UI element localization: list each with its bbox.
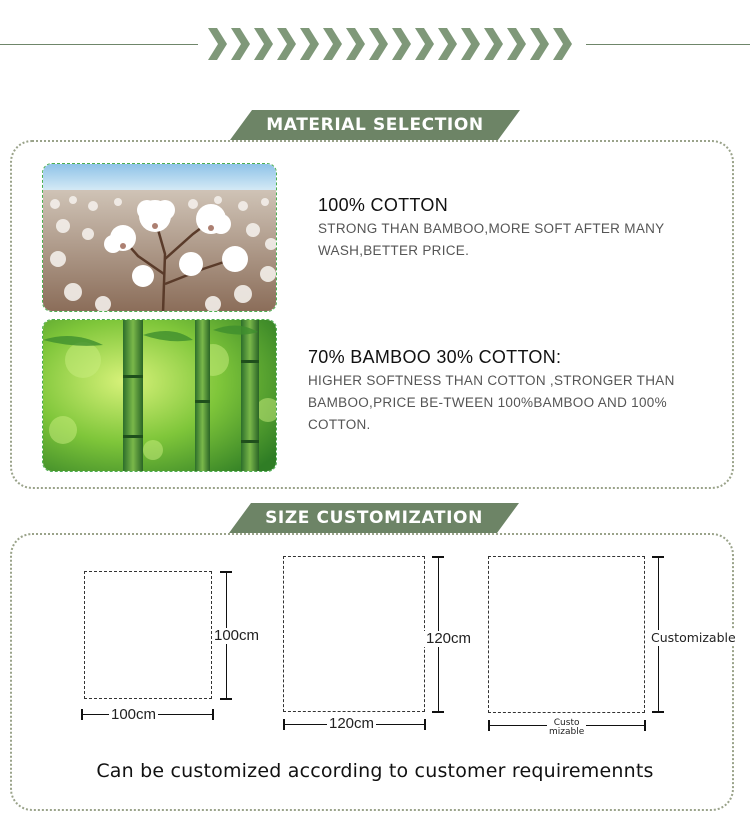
chevron-icon (369, 28, 388, 60)
bamboo-forest-icon (43, 320, 277, 472)
width-label-3-line-2: mizable (549, 727, 585, 737)
cotton-photo (42, 163, 277, 312)
width-cap-left-2 (283, 719, 285, 730)
cotton-desc-line-1: STRONG THAN BAMBOO,MORE SOFT AFTER MANY (318, 221, 665, 236)
chevron-icon (553, 28, 572, 60)
width-label-3-line-1: Custo (553, 718, 580, 728)
top-divider-right (586, 44, 750, 45)
chevron-icon (438, 28, 457, 60)
bamboo-desc-line-3: COTTON. (308, 417, 371, 432)
width-label-1: 100cm (111, 706, 157, 723)
width-cap-right-3 (644, 720, 646, 731)
height-cap-top-2 (432, 556, 444, 558)
width-label-3 (547, 719, 586, 737)
bamboo-title: 70% BAMBOO 30% COTTON: (308, 347, 562, 367)
cotton-field-icon (43, 164, 277, 312)
cotton-description (318, 218, 664, 262)
height-cap-top-3 (652, 556, 664, 558)
material-selection-title: MATERIAL SELECTION (266, 115, 484, 135)
size-box-custom (488, 556, 645, 713)
chevron-icon (254, 28, 273, 60)
material-selection-header (230, 110, 520, 140)
bamboo-desc-line-1: HIGHER SOFTNESS THAN COTTON ,STRONGER THAN (308, 373, 675, 388)
size-customization-title: SIZE CUSTOMIZATION (265, 508, 483, 528)
size-box-100 (84, 571, 212, 699)
height-cap-bottom-1 (220, 698, 232, 700)
chevron-icon (300, 28, 319, 60)
chevron-icon (461, 28, 480, 60)
height-label-1: 100cm (214, 627, 260, 644)
width-label-2: 120cm (329, 715, 375, 732)
height-cap-top-1 (220, 571, 232, 573)
cotton-desc-line-2: WASH,BETTER PRICE. (318, 243, 470, 258)
chevron-icon (208, 28, 227, 60)
height-label-2: 120cm (426, 630, 472, 647)
bamboo-photo (42, 319, 277, 472)
chevron-icon (277, 28, 296, 60)
chevron-icon (530, 28, 549, 60)
chevron-icon (392, 28, 411, 60)
chevron-icon (484, 28, 503, 60)
cotton-title: 100% COTTON (318, 195, 449, 215)
width-cap-right-1 (212, 709, 214, 720)
bamboo-desc-line-2: BAMBOO,PRICE BE-TWEEN 100%BAMBOO AND 100% (308, 395, 667, 410)
bamboo-description (308, 370, 675, 436)
height-cap-bottom-3 (652, 711, 664, 713)
width-cap-right-2 (424, 719, 426, 730)
chevron-icon (507, 28, 526, 60)
chevron-icon (346, 28, 365, 60)
size-box-120 (283, 556, 425, 712)
height-cap-bottom-2 (432, 711, 444, 713)
height-label-3: Customizable (651, 630, 736, 645)
size-customization-header (229, 503, 519, 533)
width-cap-left-3 (488, 720, 490, 731)
customization-note: Can be customized according to customer requiremennts (96, 760, 654, 782)
chevron-icon (231, 28, 250, 60)
top-divider-left (0, 44, 198, 45)
chevron-icon (323, 28, 342, 60)
chevron-icon (415, 28, 434, 60)
width-cap-left-1 (81, 709, 83, 720)
chevron-divider-icon (204, 26, 576, 62)
